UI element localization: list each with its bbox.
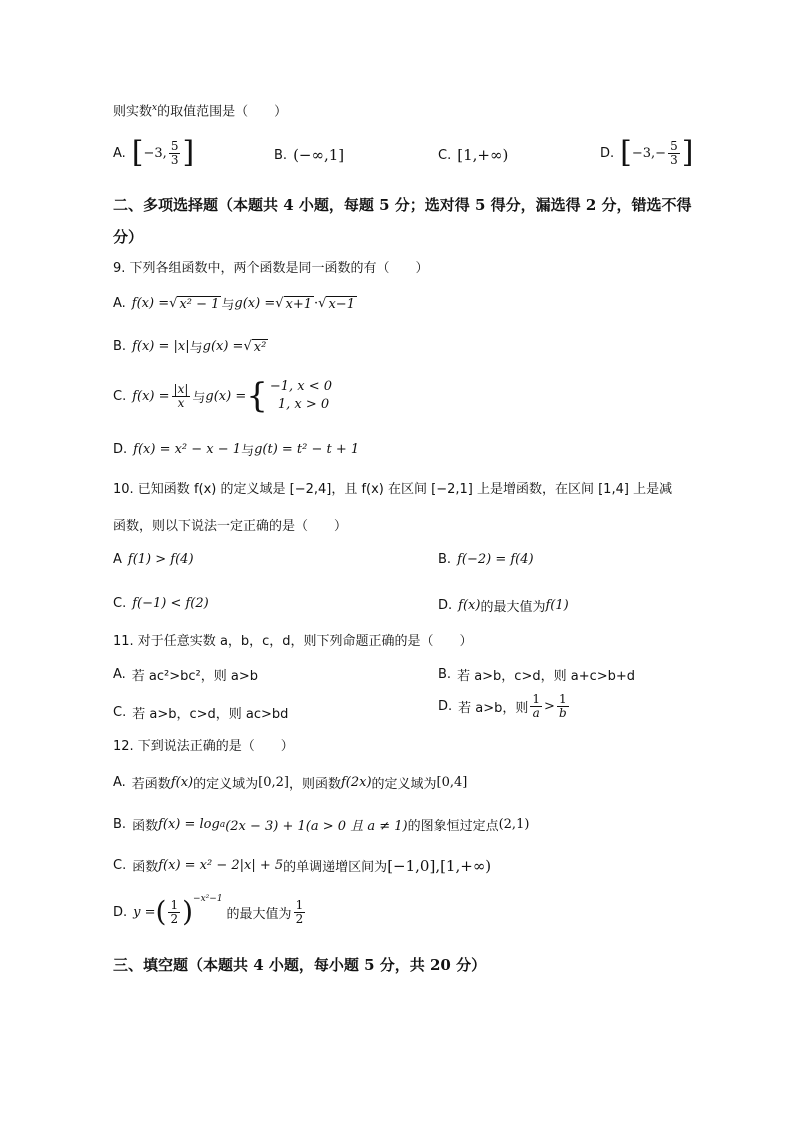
q8-option-d[interactable]: D. [ −3,− $\frac{5}{3}$ ] — [600, 135, 694, 170]
q9-option-d[interactable]: D. f(x) = x² − x − 1 与 g(t) = t² − t + 1 — [113, 442, 360, 459]
q11-option-d[interactable]: D. 若 a>b，则 $\frac{1}{a}$ > $\frac{1}{b}$ — [438, 692, 567, 720]
q12-option-c[interactable]: C. 函数 f(x) = x² − 2|x| + 5 的单调递增区间为 [−1,0],[1,+∞) — [113, 856, 492, 875]
q11-stem: 11. 对于任意实数 a，b，c，d，则下列命题正确的是（ ） — [113, 634, 473, 649]
q10-option-d[interactable]: D. f(x) 的最大值为 f(1) — [438, 598, 569, 615]
q11-option-c[interactable]: C. 若 a>b，c>d，则 ac>bd — [113, 705, 289, 722]
q8-option-a[interactable]: A. [ −3, $\frac{5}{3}$ ] — [113, 135, 195, 170]
fraction: $\frac{1}{b}$ — [558, 692, 567, 720]
q12-option-b[interactable]: B. 函数 f(x) = log a (2x − 3) + 1(a > 0 且 a ≠ 1) 的图象恒过定点 (2,1) — [113, 817, 530, 834]
fraction: $\frac{1}{2}$ — [170, 897, 179, 926]
q12-option-d[interactable]: D. y = ( $\frac{1}{2}$ ) $^{-x^2-1}$ 的最大值为 $\frac{1}{2}$ — [113, 894, 304, 928]
q8-option-b[interactable]: B. (−∞,1] — [274, 146, 345, 164]
q10-option-b[interactable]: B. f(−2) = f(4) — [438, 552, 534, 567]
q9-option-a[interactable]: A. f(x) = √ x² − 1 与 g(x) = √ x+1 · √ x−1 — [113, 296, 355, 313]
q9-option-b[interactable]: B. f(x) = |x| 与 g(x) = √ x² — [113, 339, 267, 356]
q9-stem: 9. 下列各组函数中，两个函数是同一函数的有（ ） — [113, 261, 429, 276]
section-2-title: 二、多项选择题（本题共 4 小题，每题 5 分；选对得 5 得分，漏选得 2 分，错选不得 — [113, 196, 692, 214]
q10-option-a[interactable]: A f(1) > f(4) — [113, 552, 194, 567]
q12-option-a[interactable]: A. 若函数 f(x) 的定义域为 [0,2] ，则函数 f(2x) 的定义域为 [0,4] — [113, 775, 468, 792]
q10-stem: 10. 已知函数 f(x) 的定义域是 [−2,4]，且 f(x) 在区间 [−2,1] 上是增函数，在区间 [1,4] 上是减 — [113, 482, 673, 497]
fraction: $\frac{1}{2}$ — [295, 897, 304, 926]
fraction: $\frac{5}{3}$ — [670, 138, 678, 167]
fraction: $\frac{|x|}{x}$ — [173, 382, 189, 410]
q11-option-b[interactable]: B. 若 a>b，c>d，则 a+c>b+d — [438, 667, 636, 684]
q8-stem-tail: 则实数$^x$的取值范围是（ ） — [113, 103, 288, 120]
q12-stem: 12. 下到说法正确的是（ ） — [113, 739, 294, 754]
section-2-title-cont: 分） — [113, 228, 144, 246]
q9-option-c[interactable]: C. f(x) = $\frac{|x|}{x}$ 与 g(x) = { −1, x < 0 1, x > 0 — [113, 376, 333, 417]
fraction: $\frac{5}{3}$ — [170, 138, 179, 167]
piecewise-definition: { −1, x < 0 1, x > 0 — [246, 376, 333, 417]
section-3-title: 三、填空题（本题共 4 小题，每小题 5 分，共 20 分） — [113, 956, 487, 974]
q10-option-c[interactable]: C. f(−1) < f(2) — [113, 596, 209, 611]
q10-stem-cont: 函数，则以下说法一定正确的是（ ） — [113, 519, 348, 534]
q11-option-a[interactable]: A. 若 ac²>bc²，则 a>b — [113, 667, 259, 684]
q8-option-c[interactable]: C. [1,+∞) — [438, 146, 509, 164]
fraction: $\frac{1}{a}$ — [532, 692, 541, 720]
